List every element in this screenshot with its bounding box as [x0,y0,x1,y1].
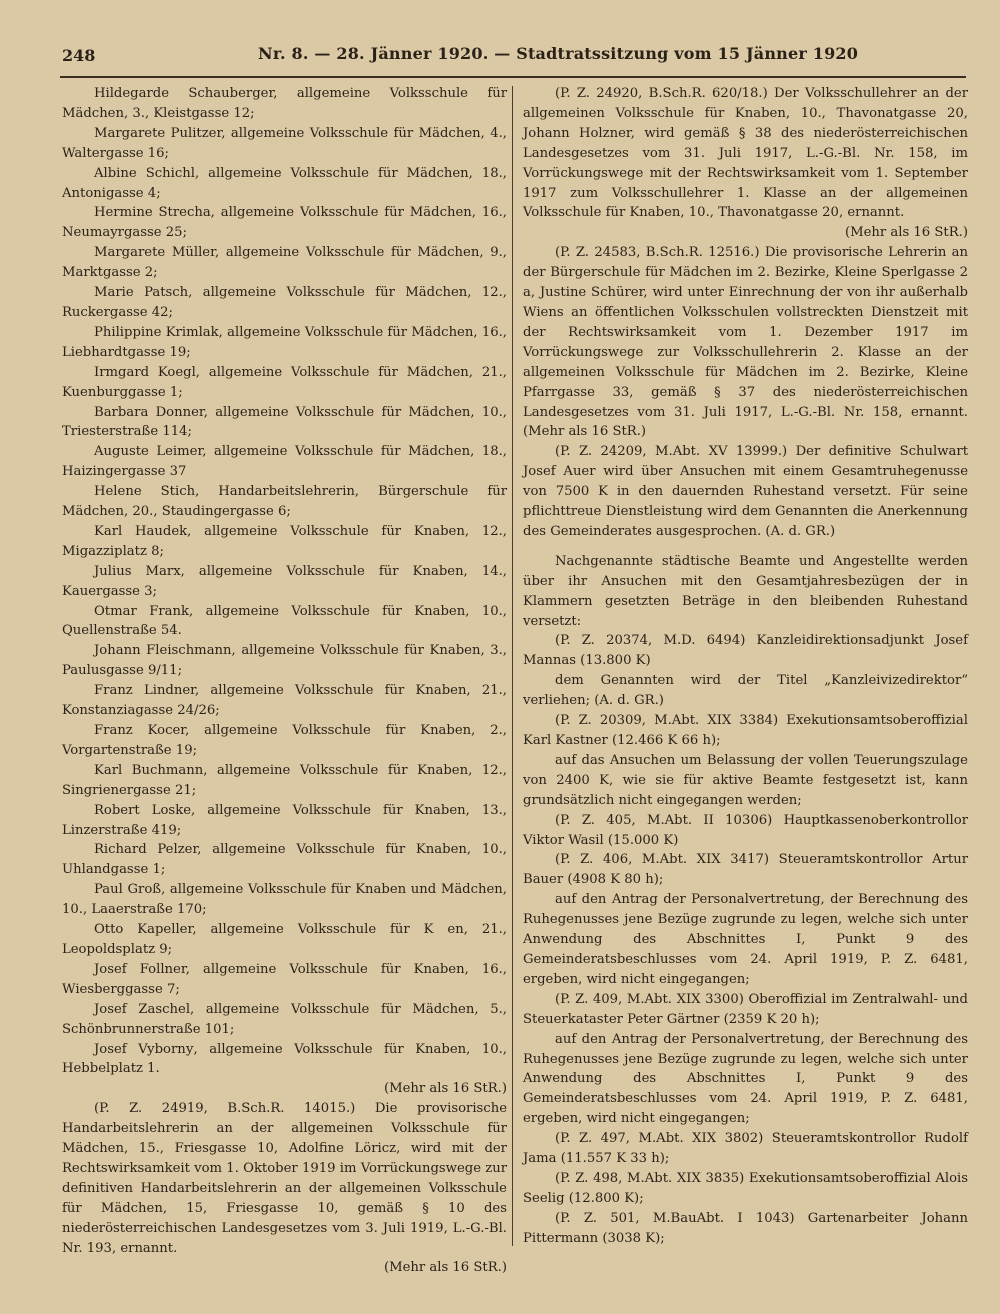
left-paragraph: Irmgard Koegl, allgemeine Volksschule für Mädchen, 21., Kuenburggasse 1; [62,364,507,400]
right-paragraph: (P. Z. 20309, M.Abt. XIX 3384) Exekutionsamtsoberoffizial Karl Kastner (12.466 K 66 h); [523,713,968,748]
left-paragraph: Otto Kapeller, allgemeine Volksschule für K en, 21., Leopoldsplatz 9; [62,922,507,957]
left-paragraph: Julius Marx, allgemeine Volksschule für Knaben, 14., Kauergasse 3; [62,563,507,599]
right-paragraph: (P. Z. 24920, B.Sch.R. 620/18.) Der Volksschullehrer an der allgemeinen Volksschule für Knaben, 10., Thavonatgasse 20, Johann Holzner, wird gemäß § 38 des niederösterreichischen Landesgesetzes vom 31. Juli 1917, L.-G.-Bl. Nr. 158, im Vorrückungswege mit der Rechtswirksamkeit vom 1. September 1917 zum Volksschullehrer 1. Klasse an der allgemeinen Volksschule für Knaben, 10., Thavonatgasse 20, ernannt. [523,86,968,221]
left-paragraph: Franz Lindner, allgemeine Volksschule für Knaben, 21., Konstanziagasse 24/26; [62,683,507,719]
left-paragraph: Josef Vybornу, allgemeine Volksschule für Knaben, 10., Hebbelplatz 1. [62,1041,507,1077]
page-number: 248 [62,46,96,65]
right-paragraph: Nachgenannte städtische Beamte und Angestellte werden über ihr Ansuchen mit den Gesamtjahresbezügen der in Klammern gesetzten Beträge in den bleibenden Ruhestand versetzt: [523,553,968,629]
running-title: Nr. 8. — 28. Jänner 1920. — Stadtratssitzung vom 15 Jänner 1920 [258,44,859,63]
right-paragraph: (P. Z. 20374, M.D. 6494) Kanzleidirektionsadjunkt Josef Mannas (13.800 K) [523,633,968,669]
right-paragraph: (P. Z. 497, M.Abt. XIX 3802) Steueramtskontrollor Rudolf Jama (11.557 K 33 h); [523,1131,968,1167]
right-paragraph: (P. Z. 501, M.BauAbt. I 1043) Gartenarbeiter Johann Pittermann (3038 K); [523,1210,968,1246]
left-paragraph: Margarete Müller, allgemeine Volksschule für Mädchen, 9., Marktgasse 2; [62,245,507,281]
left-paragraph: Karl Haudek, allgemeine Volksschule für Knaben, 12., Migazziplatz 8; [62,523,507,559]
vote-note: (Mehr als 16 StR.) [383,1081,507,1097]
left-paragraph: Hildegarde Schauberger, allgemeine Volksschule für Mädchen, 3., Kleistgasse 12; [62,86,507,121]
left-paragraph: Barbara Donner, allgemeine Volksschule für Mädchen, 10., Triesterstraße 114; [62,404,507,440]
right-paragraph: (P. Z. 498, M.Abt. XIX 3835) Exekutionsamtsoberoffizial Alois Seelig (12.800 K); [523,1170,968,1206]
left-paragraph: Auguste Leimer, allgemeine Volksschule für Mädchen, 18., Haizingergasse 37 [62,444,507,480]
right-paragraph: auf den Antrag der Personalvertretung, der Berechnung des Ruhegenusses jene Bezüge zugrunde zu legen, welche sich unter Anwendung des Abschnittes I, Punkt 9 des Gemeinderatsbeschlusses vom 24. April 1919, P. Z. 6481, ergeben, wird nicht eingegangen; [523,1031,968,1127]
left-paragraph: Josef Follner, allgemeine Volksschule für Knaben, 16., Wiesberggasse 7; [62,961,507,997]
vote-note: (Mehr als 16 StR.) [844,225,968,241]
left-paragraph: Franz Kocer, allgemeine Volksschule für Knaben, 2., Vorgartenstraße 19; [62,723,507,758]
column-divider [512,86,513,1246]
left-paragraph: Helene Stich, Handarbeitslehrerin, Bürgerschule für Mädchen, 20., Staudingergasse 6; [62,484,507,520]
left-paragraph: Philippine Krimlak, allgemeine Volksschule für Mädchen, 16., Liebhardtgasse 19; [62,324,507,360]
left-paragraph: Johann Fleischmann, allgemeine Volksschule für Knaben, 3., Paulusgasse 9/11; [62,643,507,679]
right-paragraph: (P. Z. 24209, M.Abt. XV 13999.) Der definitive Schulwart Josef Auer wird über Ansuchen mit einem Gesamtruhegenusse von 7500 K in den dauernden Ruhestand versetzt. Für seine pflichttreue Dienstleistung wird dem Genannten die Anerkennung des Gemeinderates ausgesprochen. (A. d. GR.) [523,444,968,539]
left-paragraph: (P. Z. 24919, B.Sch.R. 14015.) Die provisorische Handarbeitslehrerin an der allgemeinen Volksschule für Mädchen, 15., Friesgasse 10, Adolfine Löricz, wird mit der Rechtswirksamkeit vom 1. Oktober 1919 im Vorrückungswege zur definitiven Handarbeitslehrerin an der allgemeinen Volksschule für Mädchen, 15, Friesgasse 10, gemäß § 10 des niederösterreichischen Landesgesetzes vom 3. Juli 1919, L.-G.-Bl. Nr. 193, ernannt. [62,1101,507,1256]
right-paragraph: auf das Ansuchen um Belassung der vollen Teuerungszulage von 2400 K, wie sie für aktive Beamte festgesetzt ist, kann grundsätzlich nicht eingegangen werden; [523,752,968,808]
left-paragraph: Paul Groß, allgemeine Volksschule für Knaben und Mädchen, 10., Laaerstraße 170; [62,882,507,918]
left-paragraph: Karl Buchmann, allgemeine Volksschule für Knaben, 12., Singrienergasse 21; [62,762,507,798]
right-paragraph: dem Genannten wird der Titel „Kanzleivizedirektor“ verliehen; (A. d. GR.) [523,673,968,709]
right-paragraph: (P. Z. 405, M.Abt. II 10306) Hauptkassenoberkontrollor Viktor Wasil (15.000 K) [523,812,968,848]
right-column [523,84,968,1249]
vote-note: (Mehr als 16 StR.) [383,1260,507,1276]
right-paragraph: (P. Z. 24583, B.Sch.R. 12516.) Die provisorische Lehrerin an der Bürgerschule für Mädchen im 2. Bezirke, Kleine Sperlgasse 2 a, Justine Schürer, wird unter Einrechnung der von ihr außerhalb Wiens an öffentlichen Volksschulen vollstreckten Dienstzeit mit der Rechtswirksamkeit vom 1. Dezember 1917 im Vorrückungswege zur Volksschullehrerin 2. Klasse an der allgemeinen Volksschule für Mädchen im 2. Bezirke, Kleine Pfarrgasse 33, gemäß § 37 des niederösterreichischen Landesgesetzes vom 31. Juli 1917, L.-G.-Bl. Nr. 158, ernannt. (Mehr als 16 StR.) [523,245,968,440]
left-paragraph: Otmar Frank, allgemeine Volksschule für Knaben, 10., Quellenstraße 54. [62,603,507,639]
right-paragraph: auf den Antrag der Personalvertretung, der Berechnung des Ruhegenusses jene Bezüge zugrunde zu legen, welche sich unter Anwendung des Abschnittes I, Punkt 9 des Gemeinderatsbeschlusses vom 24. April 1919, P. Z. 6481, ergeben, wird nicht eingegangen; [523,892,968,987]
left-paragraph: Richard Pelzer, allgemeine Volksschule für Knaben, 10., Uhlandgasse 1; [62,842,507,878]
left-paragraph: Marie Patsch, allgemeine Volksschule für Mädchen, 12., Ruckergasse 42; [62,285,507,320]
left-paragraph: Robert Loske, allgemeine Volksschule für Knaben, 13., Linzerstraße 419; [62,802,507,838]
right-paragraph: (P. Z. 406, M.Abt. XIX 3417) Steueramtskontrollor Artur Bauer (4908 K 80 h); [523,852,968,888]
page-header [60,42,965,68]
header-rule [60,76,966,78]
left-paragraph: Hermine Strecha, allgemeine Volksschule für Mädchen, 16., Neumayrgasse 25; [62,205,507,241]
left-paragraph: Margarete Pulitzer, allgemeine Volksschule für Mädchen, 4., Waltergasse 16; [62,125,507,161]
left-paragraph: Albine Schichl, allgemeine Volksschule für Mädchen, 18., Antonigasse 4; [62,165,507,201]
right-paragraph: (P. Z. 409, M.Abt. XIX 3300) Oberoffizial im Zentralwahl- und Steuerkataster Peter Gärtner (2359 K 20 h); [523,991,968,1027]
left-column [62,84,507,1278]
left-paragraph: Josef Zaschel, allgemeine Volksschule für Mädchen, 5., Schönbrunnerstraße 101; [62,1001,507,1037]
